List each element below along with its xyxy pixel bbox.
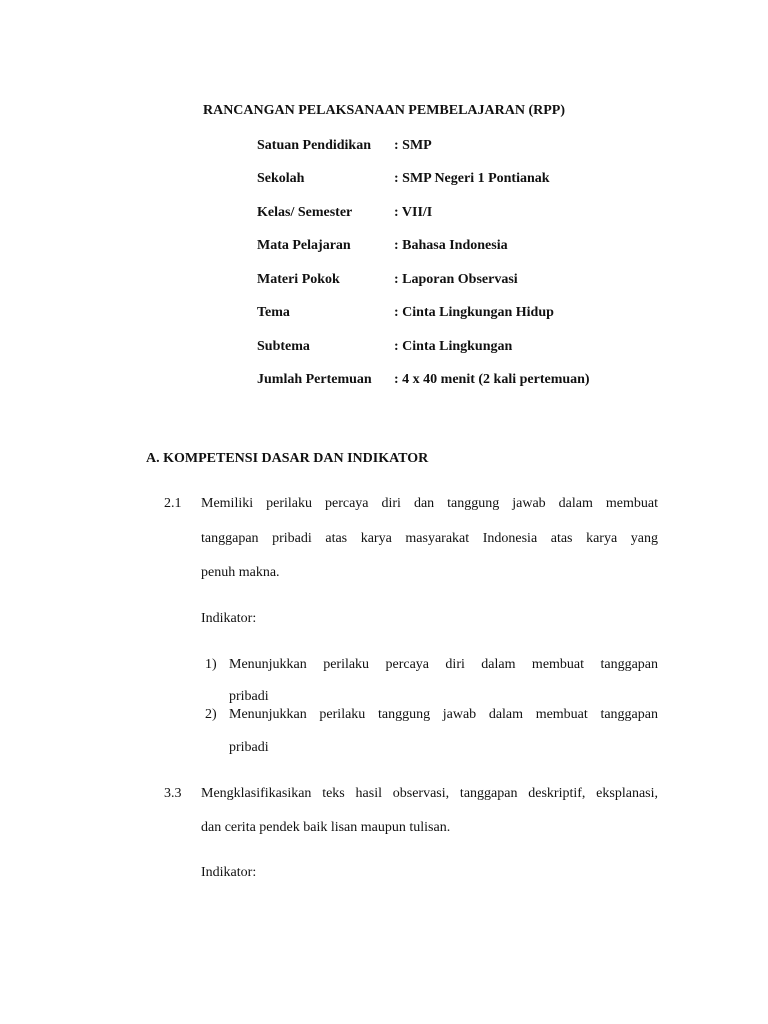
kd-number: 2.1 (164, 496, 182, 511)
info-label-kelas: Kelas/ Semester (257, 205, 353, 220)
indicator-text-line: pribadi (229, 689, 269, 704)
info-label-tema: Tema (257, 305, 290, 320)
kd-text-line: dan cerita pendek baik lisan maupun tulisan. (201, 820, 451, 835)
indicator-label: Indikator: (201, 865, 257, 880)
info-label-pertemuan: Jumlah Pertemuan (257, 372, 372, 387)
info-value-materi: : Laporan Observasi (394, 272, 518, 287)
info-label-satuan: Satuan Pendidikan (257, 138, 371, 153)
info-value-tema: : Cinta Lingkungan Hidup (394, 305, 554, 320)
kd-text-line: Memiliki perilaku percaya diri dan tanggung jawab dalam membuat (201, 496, 658, 511)
info-value-mapel: : Bahasa Indonesia (394, 238, 508, 253)
info-label-mapel: Mata Pelajaran (257, 238, 351, 253)
info-label-materi: Materi Pokok (257, 272, 340, 287)
info-label-subtema: Subtema (257, 339, 310, 354)
indicator-label: Indikator: (201, 611, 257, 626)
section-heading: A. KOMPETENSI DASAR DAN INDIKATOR (146, 451, 429, 466)
indicator-text-line: Menunjukkan perilaku percaya diri dalam membuat tanggapan (229, 657, 658, 672)
info-value-pertemuan: : 4 x 40 menit (2 kali pertemuan) (394, 372, 590, 387)
info-value-sekolah: : SMP Negeri 1 Pontianak (394, 171, 550, 186)
info-label-sekolah: Sekolah (257, 171, 305, 186)
indicator-text-line: pribadi (229, 740, 269, 755)
kd-number: 3.3 (164, 786, 182, 801)
indicator-text-line: Menunjukkan perilaku tanggung jawab dalam membuat tanggapan (229, 707, 658, 722)
info-value-satuan: : SMP (394, 138, 432, 153)
info-value-subtema: : Cinta Lingkungan (394, 339, 513, 354)
info-value-kelas: : VII/I (394, 205, 433, 220)
kd-text-line: penuh makna. (201, 565, 280, 580)
kd-text-line: tanggapan pribadi atas karya masyarakat Indonesia atas karya yang (201, 531, 658, 546)
kd-text-line: Mengklasifikasikan teks hasil observasi, tanggapan deskriptif, eksplanasi, (201, 786, 658, 801)
indicator-number: 1) (205, 657, 217, 672)
document-title: RANCANGAN PELAKSANAAN PEMBELAJARAN (RPP) (202, 103, 566, 118)
indicator-number: 2) (205, 707, 217, 722)
